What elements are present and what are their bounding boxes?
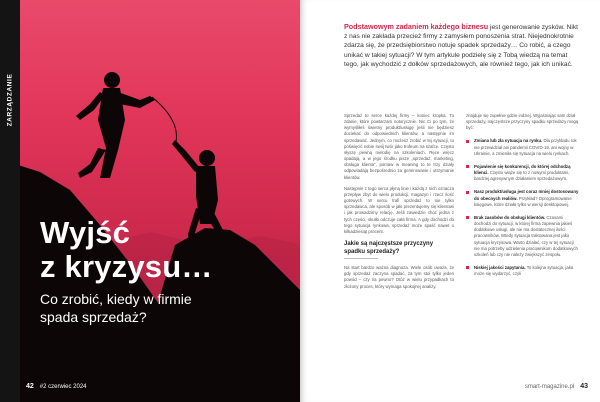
list-item-title: Niskiej jakości zapytania.	[474, 264, 526, 270]
list-item-title: Brak zasobów do obsługi klientów.	[474, 214, 546, 220]
website-label: smart-magazine.pl	[524, 384, 575, 390]
list-item-title: Nasz produkt/usługa jest coraz mniej dostosowany do obecnych realiów.	[474, 189, 579, 201]
list-item	[466, 215, 580, 258]
section-label: ZARZĄDZANIE	[6, 73, 14, 127]
list-item-text: Dla przykładu rok nie przewidział ani pandemii COVID-19, ani wojny w Ukrainie, a zmieniła się sytuacja na wielu rynkach.	[474, 138, 577, 156]
subtitle-line-2: spada sprzedaż?	[40, 309, 147, 325]
list-item-text: Często wiąże się to z nowymi produktami, bardziej agresywnym działaniem sprzedażowym.	[474, 170, 570, 182]
list-item-title: Pojawienie się konkurencji, do której odchodzą klienci.	[474, 163, 571, 176]
headline-line-2: z kryzysu…	[40, 249, 213, 284]
right-page-footer	[525, 383, 588, 390]
left-page-footer	[26, 383, 87, 390]
list-item-text: Czasami dochodzi do sytuacji, w której firma zapewnia jakieś dodatkowe usługi, ale nie ma dostatecznej ilości pracowników. Wtedy sytuacja traktowana jest jako sytuacja kryzysowa. Warto działać, czy w tej sytuacji nie ma potrzeby udzielenia pracownikom dodatkowych szkoleń lub czy nie należy zwiększyć zespołu.	[474, 214, 578, 257]
article-subtitle	[40, 290, 192, 326]
right-page	[300, 0, 600, 402]
body-paragraph: Następnie z tego serca płyną linie i każdą z nich oznacza przepływ zbyt do wielu produkcji, magazyn i rzecz ilość gotowych. W sercu trafi sprzedaż to nie tylko sprzedawca, ale sposób w jaki prezentujemy się klientowi i jak prowadzimy relację. Jeśli zawiedzie choć jedna z tych części, skutki odczuje cała firma. A gdy dochodzi do tego sytuacja rynkowa, sprzedaż może spaść nawet o kilkadziesiąt procent.	[344, 185, 454, 234]
issue-label: #2 czerwiec 2024	[39, 384, 87, 390]
list-item-text: Przykład? Oprogramowanie księgowe, które działa tylko w wersji desktopowej.	[474, 195, 572, 207]
subtitle-line-1: Co zrobić, kiedy w firmie	[40, 291, 192, 307]
section-tab	[0, 0, 20, 402]
list-item-title: Zmiana lub zła sytuacja na rynku.	[474, 138, 543, 144]
lead-text: jest generowanie zysków. Nikt z nas nie zakłada przecież firmy z zamysłem ponoszenia strat. Niejednokrotnie zdarza się, że przedsiębiorstwo notuje spadek sprzedaży… Co robić, a czego unikać w takiej sytuacji? W tym artykule podzielę się z Tobą wiedzą na temat tego, jak wychodzić z dołków sprzedażowych, ale również tego, jak ich unikać.	[344, 24, 578, 68]
list-item	[466, 189, 580, 207]
subheading-text: Jakie są najczęstsze przyczyny spadku sprzedaży?	[344, 240, 434, 255]
lead-accent: Podstawowym zadaniem każdego biznesu	[344, 22, 489, 31]
right-page-number: 43	[580, 383, 588, 390]
headline-line-1: Wyjść	[40, 215, 131, 250]
list-item-text: To kolejna sytuacja, jaka może się wydarzyć, czyli	[474, 264, 574, 277]
body-column-right	[466, 113, 580, 284]
body-paragraph: Na start bardzo ważna diagnoza. Wiele osób uważa, że gdy sprzedaż zaczyna spadać, za tym stoi tylko jeden powód – czy na pewno? Otóż w wielu przypadkach to złożony proces, który wymaga spokojnej analizy.	[344, 265, 454, 289]
lead-paragraph	[344, 22, 580, 69]
list-item	[466, 138, 580, 156]
list-item	[466, 164, 580, 182]
subheading	[344, 241, 454, 259]
list-item	[466, 265, 580, 277]
body-column-left	[344, 113, 454, 295]
left-page-number: 42	[26, 383, 34, 390]
body-paragraph: znajduje się zupełnie gdzie indziej. Wyjaśniając sam dział sprzedaży, najczęstsze przyczyny spadku sprzedaży mogą być:	[466, 113, 579, 131]
article-headline	[40, 216, 213, 284]
body-paragraph: Sprzedaż to serce każdej firmy – koniec kropka. To zdanie, które powtarzam notorycznie. Nic Ci po tym, że wymyśliłeś świetny produkt/usługę jeśli nie będziesz dociekać do odpowiednich klientów, a następnie im sprzedawać. Jednym, co możesz zrobić w tej sytuacji, to poświęcić sobie swój twór jako trofeum na szafce. Często słyszę pewną melodię na szkoleniach. Ręce wręcz opadają, a w jego środku pisze „sprzedaż, marketing, obsługa klienta”, pomaw w meaning to te trzy działy odpowiadają bezpośrednio za generowanie i utrzymanie klientów.	[344, 113, 454, 180]
subheading-rule	[344, 258, 378, 259]
